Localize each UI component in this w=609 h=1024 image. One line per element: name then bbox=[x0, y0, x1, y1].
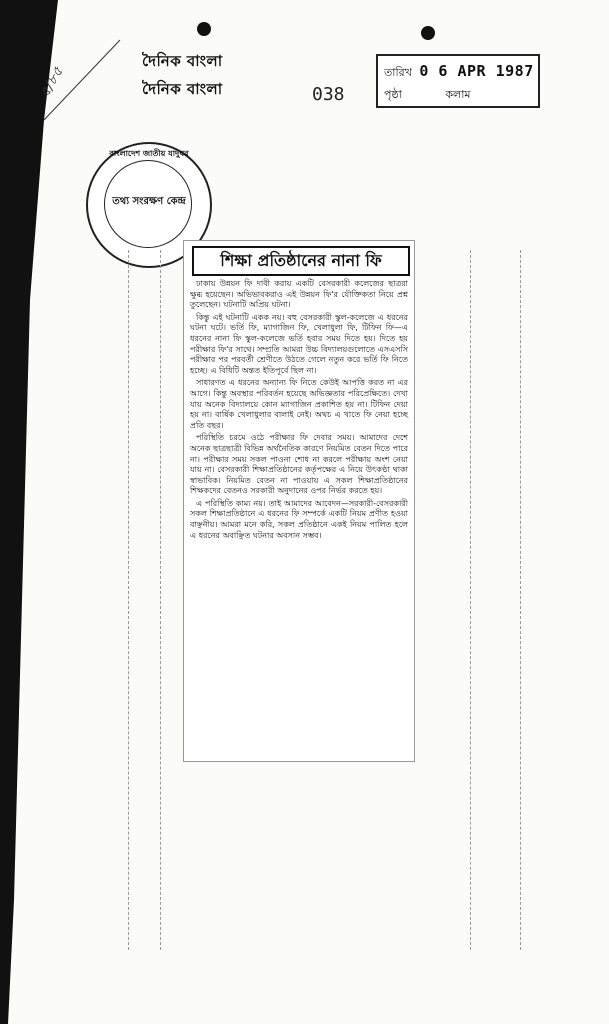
punch-hole-left bbox=[197, 22, 211, 36]
page-row bbox=[384, 86, 471, 105]
article-paragraph: পরিস্থিতি চরমে ওঠে পরীক্ষার ফি দেবার সময়। আমাদের দেশে অনেক ছাত্রছাত্রী বিভিন্ন অর্থনৈতিক কারণে নিয়মিত বেতন দিতে পারে না। পরীক্ষার সময় সকল পাওনা শোধ না করলে পরীক্ষায় অংশ নেয়া যায় না। বেসরকারী শিক্ষাপ্রতিষ্ঠানের কর্তৃপক্ষের এ নিয়ে উৎকণ্ঠা থাকা স্বাভাবিক। নিয়মিত বেতন না পাওয়ায় এ সকল শিক্ষাপ্রতিষ্ঠানের শিক্ষকদের বেতনও সরকারী অনুদানের ওপর নির্ভর করতে হয়। bbox=[190, 433, 408, 496]
page-label: পৃষ্ঠা bbox=[384, 88, 402, 101]
date-row bbox=[384, 62, 534, 83]
fold-line-far-right bbox=[520, 250, 521, 950]
fold-line-left bbox=[128, 250, 129, 950]
page-value: কলাম bbox=[445, 88, 471, 101]
newspaper-masthead-1: দৈনিক বাংলা bbox=[142, 52, 223, 70]
fold-line-mid bbox=[160, 250, 161, 950]
page-number: 038 bbox=[312, 84, 345, 105]
fold-line-right bbox=[470, 250, 471, 950]
newspaper-clipping bbox=[183, 240, 415, 762]
date-value: 0 6 APR 1987 bbox=[419, 62, 534, 80]
article-paragraph: এ পরিস্থিতি কাম্য নয়। তাই আমাদের আবেদন—সরকারী-বেসরকারী সকল শিক্ষাপ্রতিষ্ঠানে এ ধরনের ফি সম্পর্কে একটি নিয়ম প্রণীত হওয়া বাঞ্ছনীয়। আমরা মনে করি, সকল প্রতিষ্ঠানে একই নিয়ম পালিত হলে এ ধরনের অবাঞ্ছিত ঘটনার অবসান সম্ভব। bbox=[190, 498, 408, 540]
seal-outer-text: বাংলাদেশ জাতীয় যাদুঘর bbox=[109, 149, 189, 158]
article-paragraph: ঢাকায় উন্নয়ন ফি দাবী করায় একটি বেসরকারী কলেজের ছাত্ররা ক্ষুব্ধ হয়েছেন। অভিভাবকরাও এই উন্নয়ন ফি'র যৌক্তিকতা নিয়ে প্রশ্ন তুলেছেন। ঘটনাটি অপ্রিয় ঘটনা। bbox=[190, 279, 408, 310]
article-paragraph: কিন্তু এই ঘটনাটি একক নয়। বহু বেসরকারী স্কুল-কলেজে এ ধরনের ঘটনা ঘটে। ভর্তি ফি, ম্যাগাজিন ফি, খেলাধুলা ফি, টিফিন ফি—এ ধরনের নানা ফি স্কুল-কলেজে ভর্তি হবার সময় দিতে হয়। দিতে হয় পরীক্ষার ফি'র সাথে। সম্প্রতি আমরা উচ্চ বিদ্যালয়গুলোতে এসএসসি পরীক্ষার পর পরবর্তী শ্রেণীতে উঠতে গেলে নতুন করে ভর্তি ফি নিতে হচ্ছে। এ বিধিটি অন্তত ইতিপূর্বে ছিল না। bbox=[190, 312, 408, 375]
article-headline: শিক্ষা প্রতিষ্ঠানের নানা ফি bbox=[192, 246, 410, 276]
date-label: তারিখ bbox=[384, 66, 412, 79]
article-paragraph: সাধারণত এ ধরনের অন্যান্য ফি নিতে কেউই আপত্তি করত না এর আগে। কিন্তু অবস্থার পরিবর্তন হয়েছে অভিজ্ঞতার পরিপ্রেক্ষিতে। দেখা যায় অনেক বিদ্যালয়ে কোন ম্যাগাজিন প্রকাশিত হয় না। টিফিন দেয়া হয় না। বার্ষিক খেলাধুলার বালাই নেই। অথচ এ খাতে ফি নেয়া হচ্ছে প্রতি বছর। bbox=[190, 378, 408, 430]
newspaper-masthead-2: দৈনিক বাংলা bbox=[142, 80, 223, 98]
date-stamp bbox=[376, 54, 540, 108]
article-body bbox=[190, 279, 408, 543]
seal-inner-text: তথ্য সংরক্ষণ কেন্দ্র bbox=[112, 196, 186, 207]
handwritten-note: ৫/৮৫ bbox=[37, 64, 67, 100]
punch-hole-right bbox=[421, 26, 435, 40]
